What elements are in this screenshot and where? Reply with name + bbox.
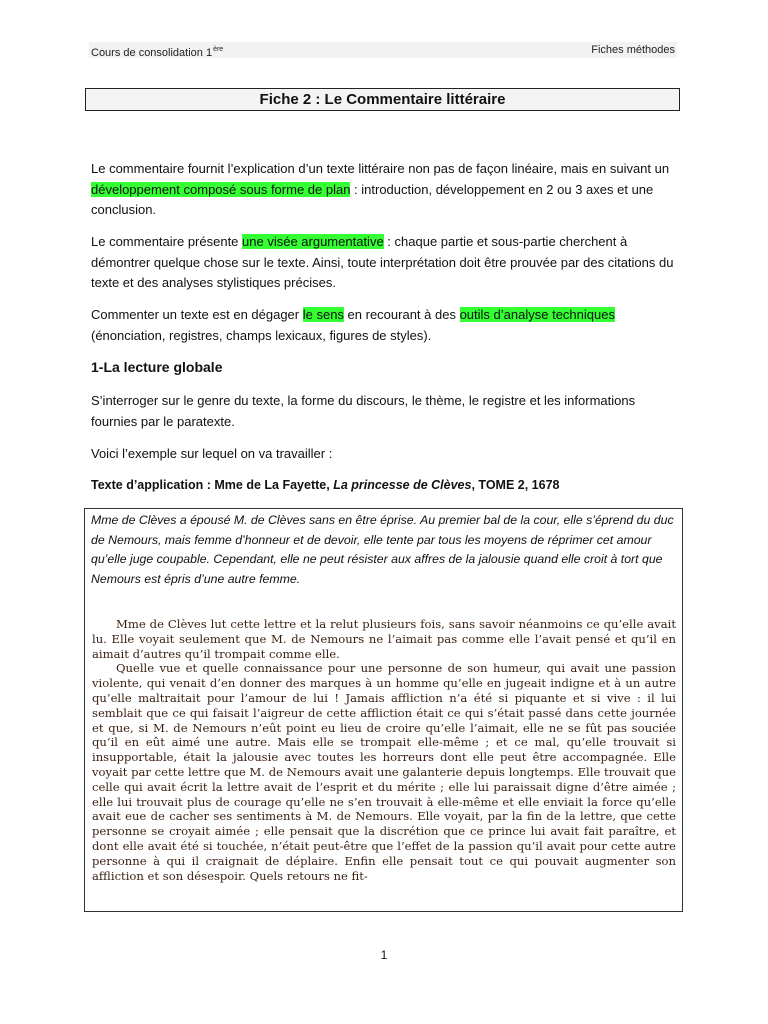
highlight-plan: développement composé sous forme de plan — [91, 181, 351, 197]
excerpt-paragraph: Quelle vue et quelle connaissance pour une personne de son humeur, qui avait une passion violente, qui venait d’en donner des marques à un homme qu’elle en jugeait indigne et à un autre qu’elle maltraitait pour l’amour de lui ! Jamais affliction n’a été si piquante et si vive : il lui semblait que ce qui faisait l’aigreur de cette affliction était ce qui s’était passé dans cette journée et que, si M. de Nemours n’eût point eu lieu de croire qu’elle l’aimait, elle ne se fût pas souciée qu’il en eût aimé une autre. Mais elle se trompait elle-même ; et ce mal, qu’elle trouvait si insupportable, était la jalousie avec toutes les horreurs dont elle peut être accompagnée. Elle voyait par cette lettre que M. de Nemours avait une galanterie depuis longtemps. Elle trouvait que celle qui avait écrit la lettre avait de l’esprit et du mérite ; elle lui paraissait digne d’être aimée ; elle lui trouvait plus de courage qu’elle ne s’en trouvait à elle-même et elle enviait la force qu’elle avait eue de cacher ses sentiments à M. de Nemours. Elle voyait, par la fin de la lettre, que cette personne se croyait aimée ; elle pensait que la discrétion que ce prince lui avait fait paraître, et dont elle avait été si touchée, n’était peut-être que l’effet de la passion qu’il avait pour cette autre personne à qui il craignait de déplaire. Enfin elle pensait tout ce qui pouvait augmenter son affliction et son désespoir. Quels retours ne fit- — [92, 661, 676, 883]
excerpt-paragraph: Mme de Clèves lut cette lettre et la relut plusieurs fois, sans savoir néanmoins ce qu’elle avait lu. Elle voyait seulement que M. de Nemours ne l’aimait pas comme elle l’avait pensé et qu’il en aimait d’autres qu’il trompait comme elle. — [92, 617, 676, 661]
section-heading: 1-La lecture globale — [91, 359, 223, 375]
excerpt-box — [84, 508, 683, 912]
example-intro: Voici l’exemple sur lequel on va travailler : — [91, 446, 333, 461]
application-title: Texte d’application : Mme de La Fayette, La princesse de Clèves, TOME 2, 1678 — [91, 478, 560, 492]
highlight-outils: outils d’analyse techniques — [459, 307, 615, 322]
page-header — [89, 42, 677, 58]
header-section-title: Fiches méthodes — [591, 44, 675, 56]
highlight-sens: le sens — [302, 307, 344, 322]
intro-paragraph-1: Le commentaire fournit l’explication d’un texte littéraire non pas de façon linéaire, mais en suivant un développement composé sous forme de plan : introduction, développement en 2 ou 3 axes et une conclusion. — [91, 161, 670, 217]
document-title: Fiche 2 : Le Commentaire littéraire — [85, 88, 680, 111]
intro-paragraph-3: Commenter un texte est en dégager le sens en recourant à des outils d’analyse techniques (énonciation, registres, champs lexicaux, figures de styles). — [91, 307, 615, 343]
section-paragraph: S’interroger sur le genre du texte, la forme du discours, le thème, le registre et les informations fournies par le paratexte. — [91, 393, 636, 429]
highlight-argumentative: une visée argumentative — [242, 234, 384, 249]
page-number: 1 — [380, 948, 388, 962]
header-course-title: Cours de consolidation 1ère — [91, 46, 224, 59]
intro-paragraph-2: Le commentaire présente une visée argumentative : chaque partie et sous-partie cherchent à démontrer quelque chose sur le texte. Ainsi, toute interprétation doit être prouvée par des citations du texte et des analyses stylistiques précises. — [91, 234, 674, 290]
work-title: La princesse de Clèves — [333, 478, 472, 492]
header-superscript: ère — [213, 46, 224, 53]
excerpt-context: Mme de Clèves a épousé M. de Clèves sans en être éprise. Au premier bal de la cour, elle s’éprend du duc de Nemours, mais femme d’honneur et de devoir, elle tente par tous les moyens de réprimer cet amour qu’elle juge coupable. Cependant, elle ne peut résister aux affres de la jalousie quand elle croit à tort que Nemours est épris d’une autre femme. — [91, 513, 674, 586]
excerpt-text — [85, 589, 682, 883]
